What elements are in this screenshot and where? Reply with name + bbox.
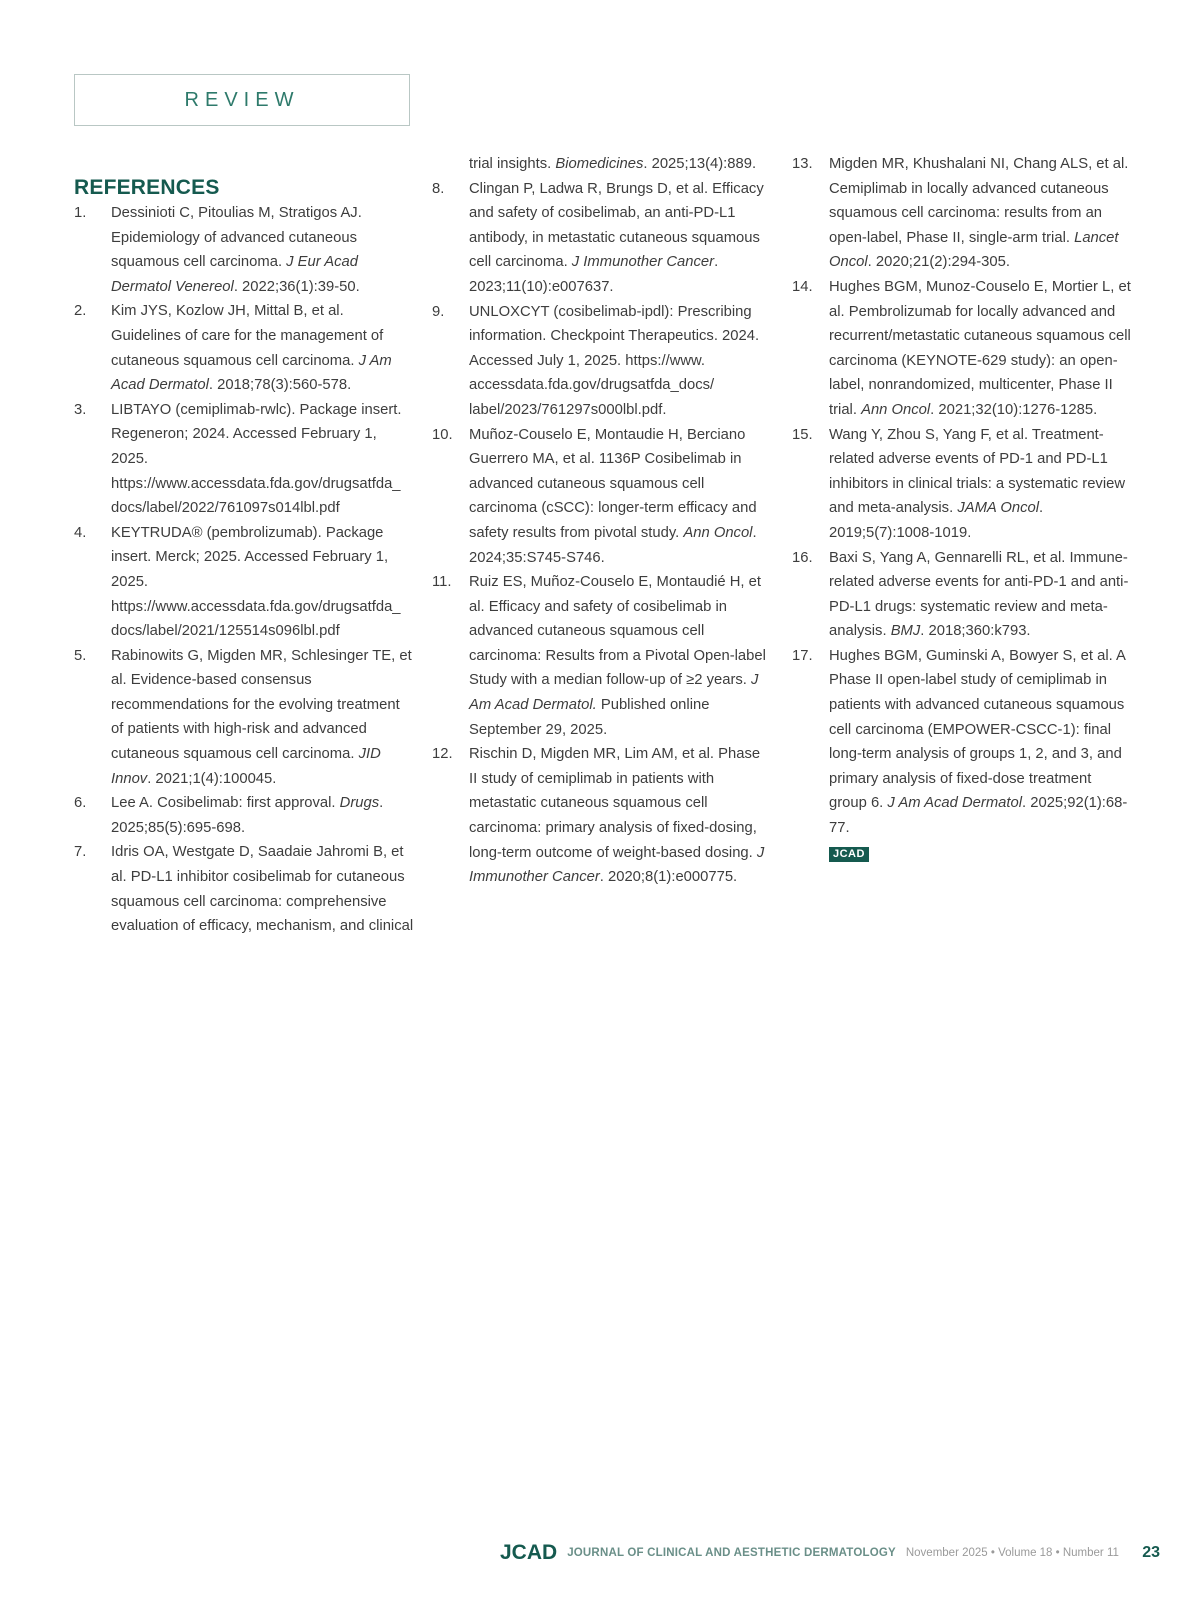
- reference-body: [829, 152, 1132, 275]
- section-label: REVIEW: [184, 88, 300, 111]
- references-heading: REFERENCES: [74, 176, 220, 199]
- reference-journal: Ann Oncol: [683, 524, 753, 541]
- reference-citation: Published online September 29, 2025.: [469, 697, 710, 738]
- reference-text: Migden MR, Khushalani NI, Chang ALS, et al. Cemiplimab in locally advanced cutaneous squamous cell carcinoma: results from an open-label, Phase II, single-arm trial.: [829, 156, 1129, 246]
- reference-body: [111, 791, 414, 840]
- references-column-1: [74, 201, 414, 939]
- issue-info: November 2025 • Volume 18 • Number 11: [905, 1547, 1119, 1559]
- reference-body: [111, 299, 414, 397]
- reference-item: [432, 300, 772, 423]
- reference-citation: . 2025;92(1):68-77.: [829, 795, 1128, 837]
- reference-citation: . 2018;78(3):560-578.: [208, 377, 352, 394]
- reference-text: Hughes BGM, Munoz-Couselo E, Mortier L, et al. Pembrolizumab for locally advanced and recurrent/metastatic cutaneous squamous cell carcinoma (KEYNOTE-629 study): an open-label, nonrandomized, multicenter, Phase II trial.: [829, 278, 1131, 418]
- reference-body: [469, 177, 772, 300]
- reference-item: [74, 299, 414, 397]
- reference-journal: Lancet Oncol: [829, 229, 1119, 271]
- reference-text: Rabinowits G, Migden MR, Schlesinger TE, et al. Evidence-based consensus recommendations for the evolving treatment of patients with high-risk and advanced cutaneous squamous cell carcinoma.: [111, 647, 412, 763]
- reference-number: 2.: [74, 303, 87, 320]
- reference-number: 16.: [792, 549, 813, 566]
- reference-item: [792, 644, 1132, 841]
- reference-text: Muñoz-Couselo E, Montaudie H, Berciano Guerrero MA, et al. 1136P Cosibelimab in advanced cutaneous squamous cell carcinoma (cSCC): longer-term efficacy and safety results from pivotal study.: [469, 426, 757, 541]
- reference-body: [111, 521, 414, 644]
- reference-citation: . 2025;13(4):889.: [643, 156, 757, 172]
- reference-item: [432, 177, 772, 300]
- reference-number: 10.: [432, 426, 453, 443]
- reference-citation: . 2022;36(1):39-50.: [233, 278, 360, 295]
- reference-text: Lee A. Cosibelimab: first approval.: [111, 795, 340, 812]
- reference-number: 4.: [74, 524, 87, 541]
- reference-number: 5.: [74, 647, 87, 664]
- references-column-3: [792, 152, 1132, 865]
- reference-journal: Ann Oncol: [861, 401, 931, 418]
- reference-item: [74, 791, 414, 840]
- reference-text: UNLOXCYT (cosibelimab-ipdl): Prescribing information. Checkpoint Therapeutics. 2024. Accessed July 1, 2025. https://www. accessdata.fda.gov/drugsatfda_docs/ label/2023/761297s000lbl.pdf.: [469, 303, 760, 418]
- reference-journal: Biomedicines: [555, 156, 644, 172]
- reference-body: [111, 201, 414, 299]
- reference-number: 7.: [74, 844, 87, 861]
- reference-number: 14.: [792, 278, 813, 295]
- reference-number: 15.: [792, 426, 813, 443]
- reference-number: 1.: [74, 205, 87, 221]
- reference-item: [74, 521, 414, 644]
- reference-body: [111, 644, 414, 792]
- reference-number: 3.: [74, 401, 87, 418]
- reference-citation: . 2021;1(4):100045.: [147, 770, 277, 787]
- reference-text: LIBTAYO (cemiplimab-rwlc). Package insert. Regeneron; 2024. Accessed February 1, 2025. https://www.accessdata.fda.gov/drugsatfda_ docs/label/2022/761097s014lbl.pdf: [111, 401, 402, 517]
- reference-number: 17.: [792, 647, 813, 664]
- reference-body: [111, 398, 414, 521]
- reference-number: 13.: [792, 156, 813, 172]
- reference-body: [829, 423, 1132, 546]
- references-column-2: [432, 152, 772, 890]
- reference-body: [829, 644, 1132, 841]
- reference-body: [469, 300, 772, 423]
- reference-text: Rischin D, Migden MR, Lim AM, et al. Phase II study of cemiplimab in patients with metastatic cutaneous squamous cell carcinoma: primary analysis of fixed-dosing, long-term outcome of weight-based dosing.: [469, 746, 761, 861]
- reference-journal: J Immunother Cancer: [469, 844, 765, 886]
- reference-body: [469, 742, 772, 890]
- reference-number: 11.: [432, 574, 452, 591]
- reference-citation: . 2023;11(10):e007637.: [469, 254, 719, 295]
- reference-body: [469, 570, 772, 742]
- reference-number: 6.: [74, 795, 87, 812]
- end-of-article-badge: JCAD: [829, 847, 869, 862]
- reference-journal: J Am Acad Dermatol.: [469, 672, 759, 714]
- reference-item: [432, 423, 772, 571]
- reference-journal: BMJ: [890, 623, 921, 640]
- journal-logo: JCAD: [500, 1541, 558, 1564]
- reference-item: [74, 644, 414, 792]
- reference-continuation: [432, 152, 772, 177]
- reference-item: [792, 423, 1132, 546]
- reference-number: 8.: [432, 180, 445, 197]
- reference-body: [829, 275, 1132, 423]
- references-column-3-list: [792, 152, 1132, 841]
- reference-journal: J Immunother Cancer: [571, 254, 715, 271]
- reference-item: [74, 840, 414, 938]
- reference-item: [792, 546, 1132, 644]
- reference-journal: J Am Acad Dermatol: [887, 795, 1023, 812]
- reference-citation: . 2025;85(5):695-698.: [111, 795, 384, 836]
- reference-text: KEYTRUDA® (pembrolizumab). Package insert. Merck; 2025. Accessed February 1, 2025. https://www.accessdata.fda.gov/drugsatfda_ docs/label/2021/125514s096lbl.pdf: [111, 524, 401, 640]
- reference-item: [792, 152, 1132, 275]
- reference-citation: . 2019;5(7):1008-1019.: [829, 500, 1044, 541]
- reference-item: [74, 201, 414, 299]
- section-label-box: [74, 74, 410, 126]
- reference-text: Kim JYS, Kozlow JH, Mittal B, et al. Guidelines of care for the management of cutaneous squamous cell carcinoma.: [111, 303, 384, 369]
- reference-text: Ruiz ES, Muñoz-Couselo E, Montaudié H, et al. Efficacy and safety of cosibelimab in advanced cutaneous squamous cell carcinoma: Results from a Pivotal Open-label Study with a median follow-up of ≥2 years.: [469, 574, 766, 689]
- reference-item: [74, 398, 414, 521]
- page-number: 23: [1142, 1544, 1160, 1561]
- reference-journal: Drugs: [339, 795, 380, 812]
- reference-journal: JAMA Oncol: [957, 500, 1039, 517]
- reference-text: Clingan P, Ladwa R, Brungs D, et al. Efficacy and safety of cosibelimab, an anti-PD-L1 antibody, in metastatic cutaneous squamous cell carcinoma.: [469, 180, 764, 271]
- reference-body: [469, 423, 772, 571]
- reference-text: Wang Y, Zhou S, Yang F, et al. Treatment-related adverse events of PD-1 and PD-L1 inhibitors in clinical trials: a systematic review and meta-analysis.: [829, 426, 1126, 517]
- reference-item: [432, 742, 772, 890]
- journal-name: JOURNAL OF CLINICAL AND AESTHETIC DERMATOLOGY: [567, 1547, 896, 1559]
- reference-journal: J Am Acad Dermatol: [111, 352, 392, 394]
- reference-body: [829, 546, 1132, 644]
- reference-text: trial insights.: [469, 156, 556, 172]
- reference-text: Idris OA, Westgate D, Saadaie Jahromi B, et al. PD-L1 inhibitor cosibelimab for cutaneous squamous cell carcinoma: comprehensive evaluation of efficacy, mechanism, and clinical: [111, 844, 414, 935]
- reference-citation: . 2020;8(1):e000775.: [599, 869, 738, 886]
- reference-item: [432, 570, 772, 742]
- reference-item: [792, 275, 1132, 423]
- reference-body: [111, 840, 414, 938]
- references-column-2-list: [432, 177, 772, 890]
- reference-citation: . 2018;360:k793.: [920, 623, 1031, 640]
- reference-citation: . 2021;32(10):1276-1285.: [930, 401, 1098, 418]
- reference-number: 12.: [432, 746, 453, 763]
- reference-citation: . 2024;35:S745-S746.: [469, 524, 757, 566]
- reference-citation: . 2020;21(2):294-305.: [867, 254, 1010, 271]
- reference-text: Hughes BGM, Guminski A, Bowyer S, et al. A Phase II open-label study of cemiplimab in patients with advanced cutaneous squamous cell carcinoma (EMPOWER-CSCC-1): final long-term analysis of groups 1, 2, and 3, and primary analysis of fixed-dose treatment group 6.: [829, 647, 1126, 812]
- reference-number: 9.: [432, 303, 445, 320]
- reference-text: Baxi S, Yang A, Gennarelli RL, et al. Immune-related adverse events for anti-PD-1 and anti-PD-L1 drugs: systematic review and meta-analysis.: [829, 549, 1129, 640]
- reference-text: Dessinioti C, Pitoulias M, Stratigos AJ. Epidemiology of advanced cutaneous squamous cell carcinoma.: [111, 205, 362, 271]
- reference-journal: J Eur Acad Dermatol Venereol: [111, 254, 358, 295]
- page-footer: [500, 1538, 1160, 1568]
- reference-journal: JID Innov: [111, 746, 381, 787]
